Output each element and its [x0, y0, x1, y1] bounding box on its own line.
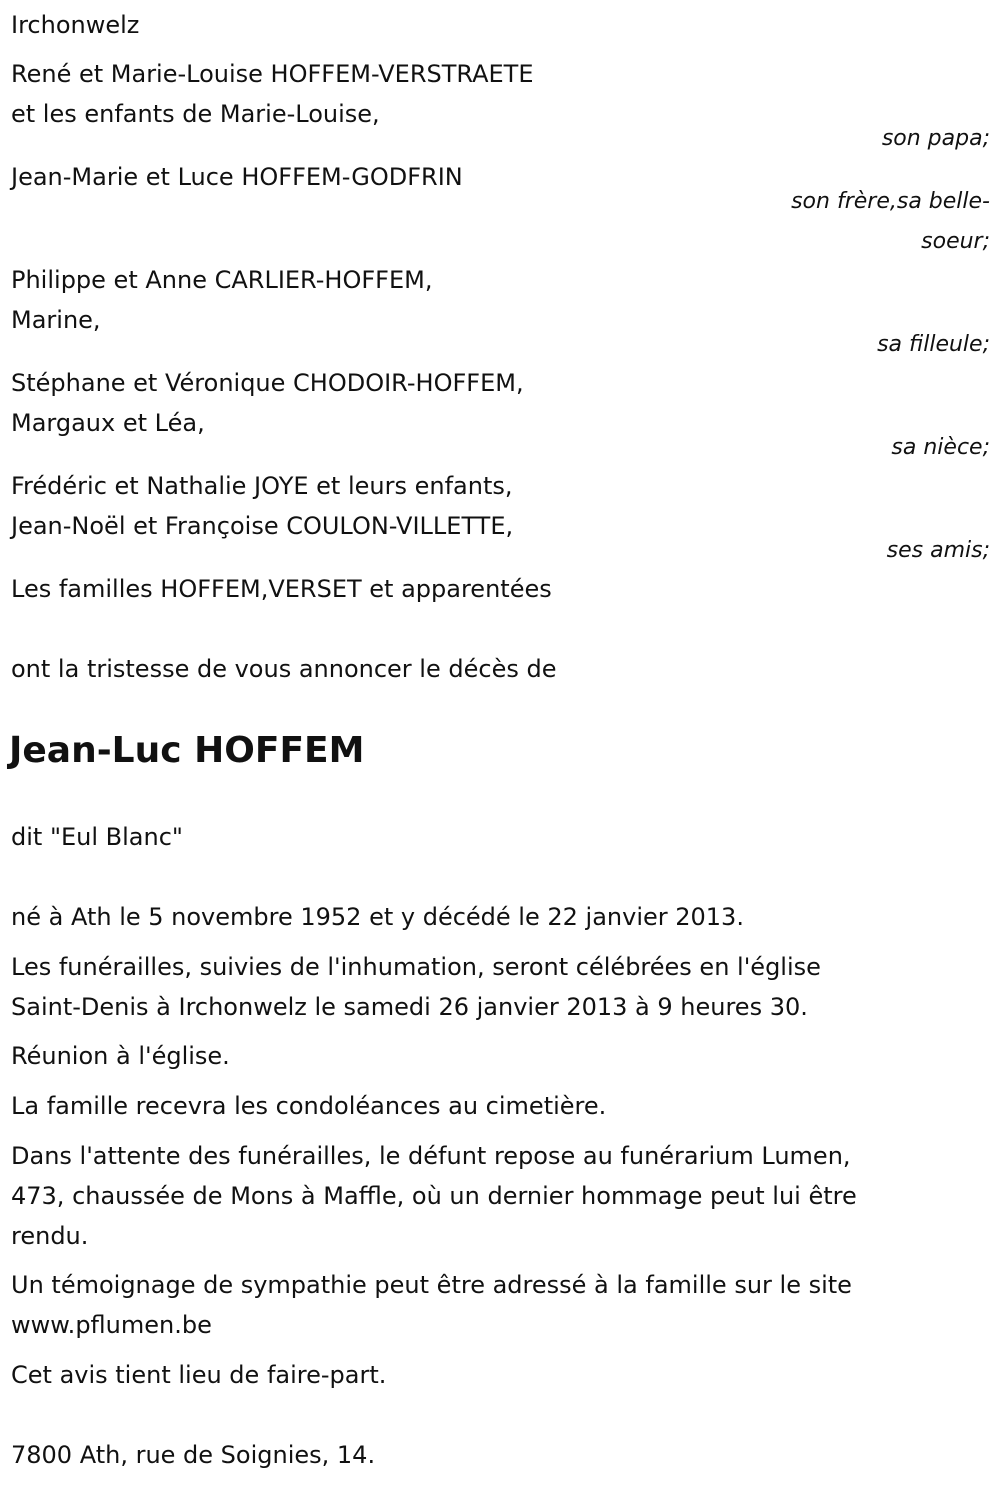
- relation-label: son papa;: [881, 126, 990, 151]
- family-line: Marine,: [11, 306, 101, 334]
- sympathy-info-line: Un témoignage de sympathie peut être adressé à la famille sur le site: [11, 1271, 852, 1299]
- rest-info-line: 473, chaussée de Mons à Maffle, où un dernier hommage peut lui être: [11, 1182, 857, 1210]
- family-line: et les enfants de Marie-Louise,: [11, 100, 380, 128]
- relation-label: soeur;: [921, 229, 990, 254]
- family-line: Stéphane et Véronique CHODOIR-HOFFEM,: [11, 369, 524, 397]
- rest-info-line: rendu.: [11, 1222, 89, 1250]
- funeral-info-line: Saint-Denis à Irchonwelz le samedi 26 janvier 2013 à 9 heures 30.: [11, 993, 808, 1021]
- deceased-name: Jean-Luc HOFFEM: [9, 730, 365, 771]
- relation-label: son frère,sa belle-: [791, 189, 990, 214]
- relation-label: sa filleule;: [877, 332, 990, 357]
- notice-text: Cet avis tient lieu de faire-part.: [11, 1361, 387, 1389]
- birth-death-dates: né à Ath le 5 novembre 1952 et y décédé le 22 janvier 2013.: [11, 903, 744, 931]
- location-heading: Irchonwelz: [11, 11, 140, 39]
- family-line: Frédéric et Nathalie JOYE et leurs enfants,: [11, 472, 513, 500]
- rest-info-line: Dans l'attente des funérailles, le défunt repose au funérarium Lumen,: [11, 1142, 851, 1170]
- announcement-text: ont la tristesse de vous annoncer le décès de: [11, 655, 557, 683]
- relation-label: ses amis;: [886, 538, 990, 563]
- family-address: 7800 Ath, rue de Soignies, 14.: [11, 1441, 376, 1469]
- meeting-info: Réunion à l'église.: [11, 1042, 230, 1070]
- family-line: Jean-Marie et Luce HOFFEM-GODFRIN: [11, 163, 463, 191]
- sympathy-website: www.pflumen.be: [11, 1311, 212, 1339]
- condolences-info: La famille recevra les condoléances au cimetière.: [11, 1092, 607, 1120]
- family-line: Jean-Noël et Françoise COULON-VILLETTE,: [11, 512, 514, 540]
- relation-label: sa nièce;: [891, 435, 990, 460]
- family-line: Philippe et Anne CARLIER-HOFFEM,: [11, 266, 433, 294]
- funeral-info-line: Les funérailles, suivies de l'inhumation, seront célébrées en l'église: [11, 953, 821, 981]
- deceased-nickname: dit "Eul Blanc": [11, 823, 183, 851]
- families-line: Les familles HOFFEM,VERSET et apparentées: [11, 575, 552, 603]
- family-line: Margaux et Léa,: [11, 409, 205, 437]
- family-line: René et Marie-Louise HOFFEM-VERSTRAETE: [11, 60, 534, 88]
